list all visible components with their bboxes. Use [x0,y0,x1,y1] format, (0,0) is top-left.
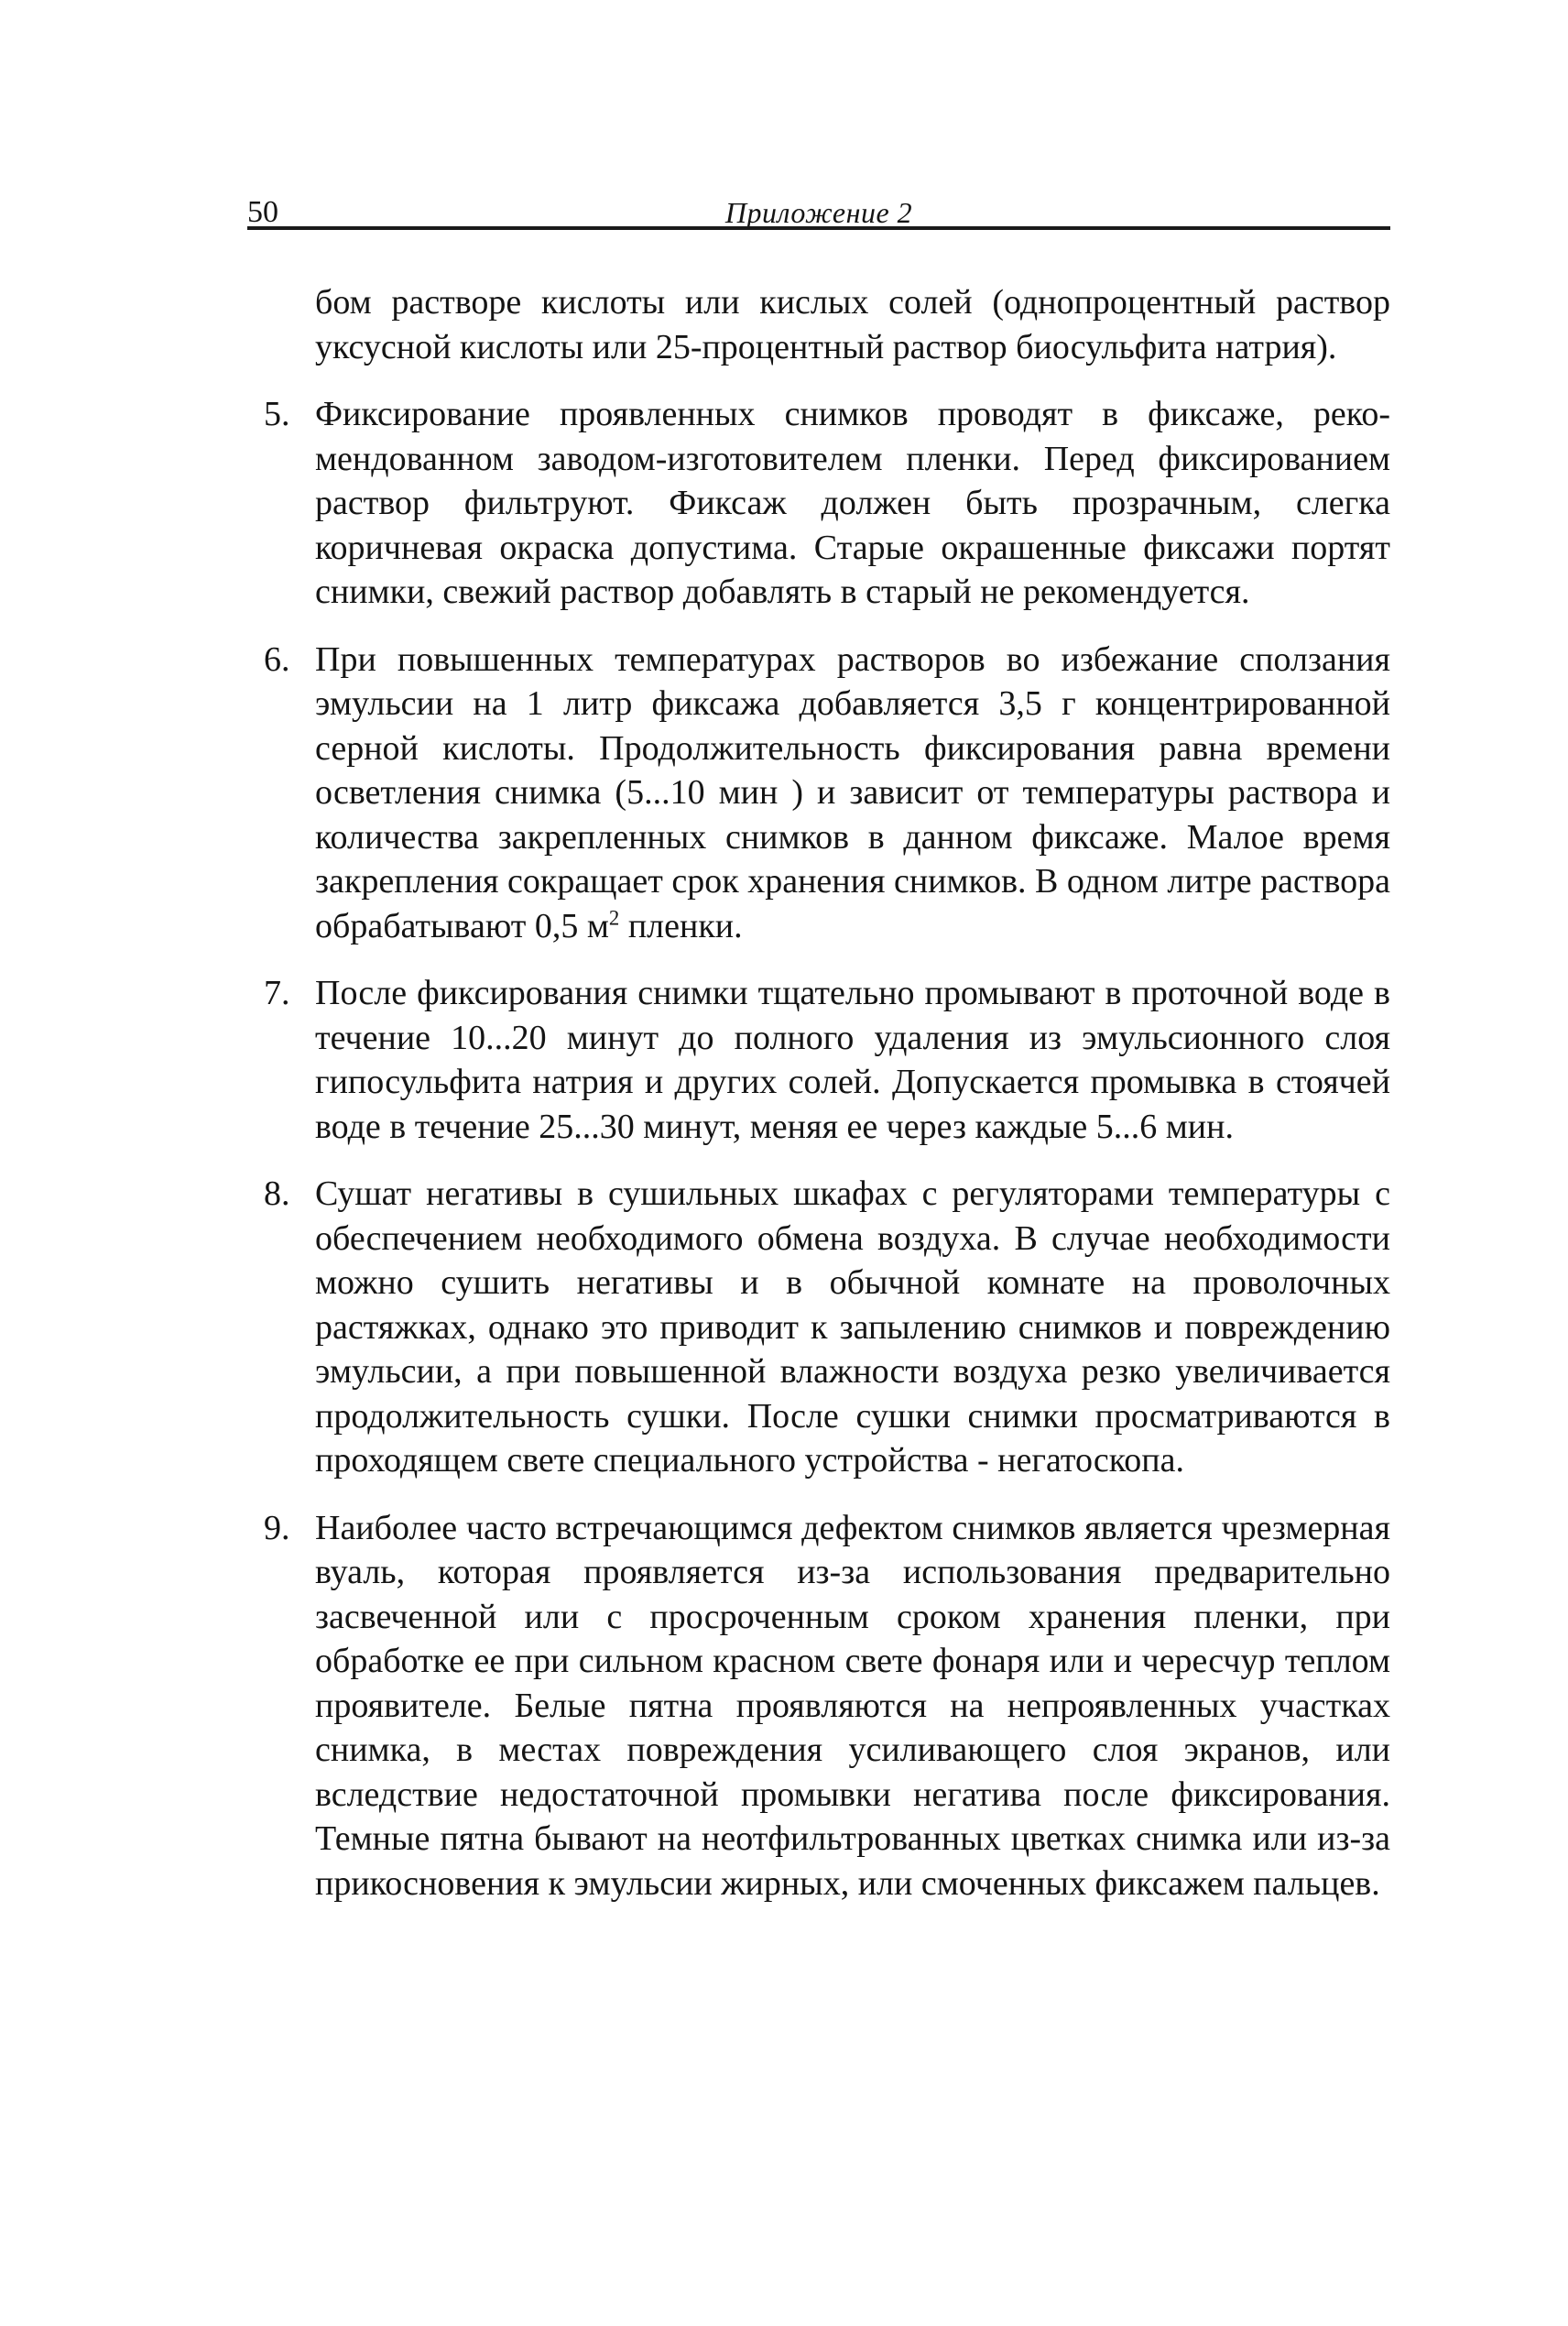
list-item-text-tail: пленки. [619,906,743,945]
list-item-text: Наиболее часто встречающимся дефектом снимков является чрезмерная вуаль, которая проявляется из-за использования предварительно засвеченной или с просроченным сроком хранения пленки, при обработке ее при сильном красном свете фонаря или и чересчур теплом проявителе. Белые пятна проявляются на непроявленных участках снимка, в местах повреждения усиливающего слоя экранов, или вследствие недостаточной промывки негатива после фиксирования. Темные пятна бывают на неотфильтрованных цветках снимка или из-за прикосновения к эмульсии жирных, или смоченных фиксажем пальцев. [315,1508,1390,1903]
page-number: 50 [247,195,278,229]
list-item-9 [264,1506,1390,1906]
list-item-number: 6. [264,639,290,679]
list-item-text: Фиксирование проявленных снимков проводят в фиксаже, рекомендованном заводом-изготовителем пленки. Перед фиксированием раствор фильтруют. Фиксаж должен быть прозрачным, слегка коричневая окраска допустима. Старые окрашенные фиксажи портят снимки, свежий раствор добавлять в старый не рекомендуется. [315,395,1390,611]
list-item-5 [264,392,1390,615]
list-item-text [315,638,1390,949]
header-rule [247,226,1390,230]
list-item-number: 8. [264,1174,290,1213]
list-item-7 [264,971,1390,1149]
list-item-6 [264,638,1390,949]
list-item-8 [264,1172,1390,1483]
running-title: Приложение 2 [724,196,913,229]
list-item-number: 7. [264,974,290,1012]
list-item-text: После фиксирования снимки тщательно промывают в проточной воде в течение 10...20 минут до полного удаления из эмульсионного слоя гипосульфита натрия и других солей. Допускается промывка в стоячей воде в течение 25...30 минут, меняя ее через каждые 5...6 мин. [315,974,1390,1146]
list-item-text: Сушат негативы в сушильных шкафах с регуляторами температуры с обеспечением необходимого обмена воздуха. В случае необходимости можно сушить негативы и в обычной комнате на проволочных растяжках, однако это приводит к запылению снимков и повреждению эмульсии, а при повышенной влажности воздуха резко увеличивается продолжительность сушки. После сушки снимки просматриваются в проходящем свете специального устройства - негатоскопа. [315,1174,1390,1480]
superscript-2: 2 [608,905,620,929]
continuation-paragraph: бом растворе кислоты или кислых солей (однопроцентный раствор уксусной кислоты или 25-процентный раствор биосульфита натрия). [315,283,1390,366]
body-text [264,280,1390,1928]
list-item-text-main: При повышенных температурах растворов во избежание сползания эмульсии на 1 литр фиксажа добавляется 3,5 г концентрированной серной кислоты. Продолжительность фиксирования равна времени осветления снимка (5...10 мин ) и зависит от температуры раствора и количества закрепленных снимков в данном фиксаже. Малое время закрепления сокращает срок хранения снимков. В одном литре раствора обрабатывают 0,5 м [315,639,1390,945]
list-item-number: 5. [264,395,290,433]
list-item-number: 9. [264,1508,290,1547]
